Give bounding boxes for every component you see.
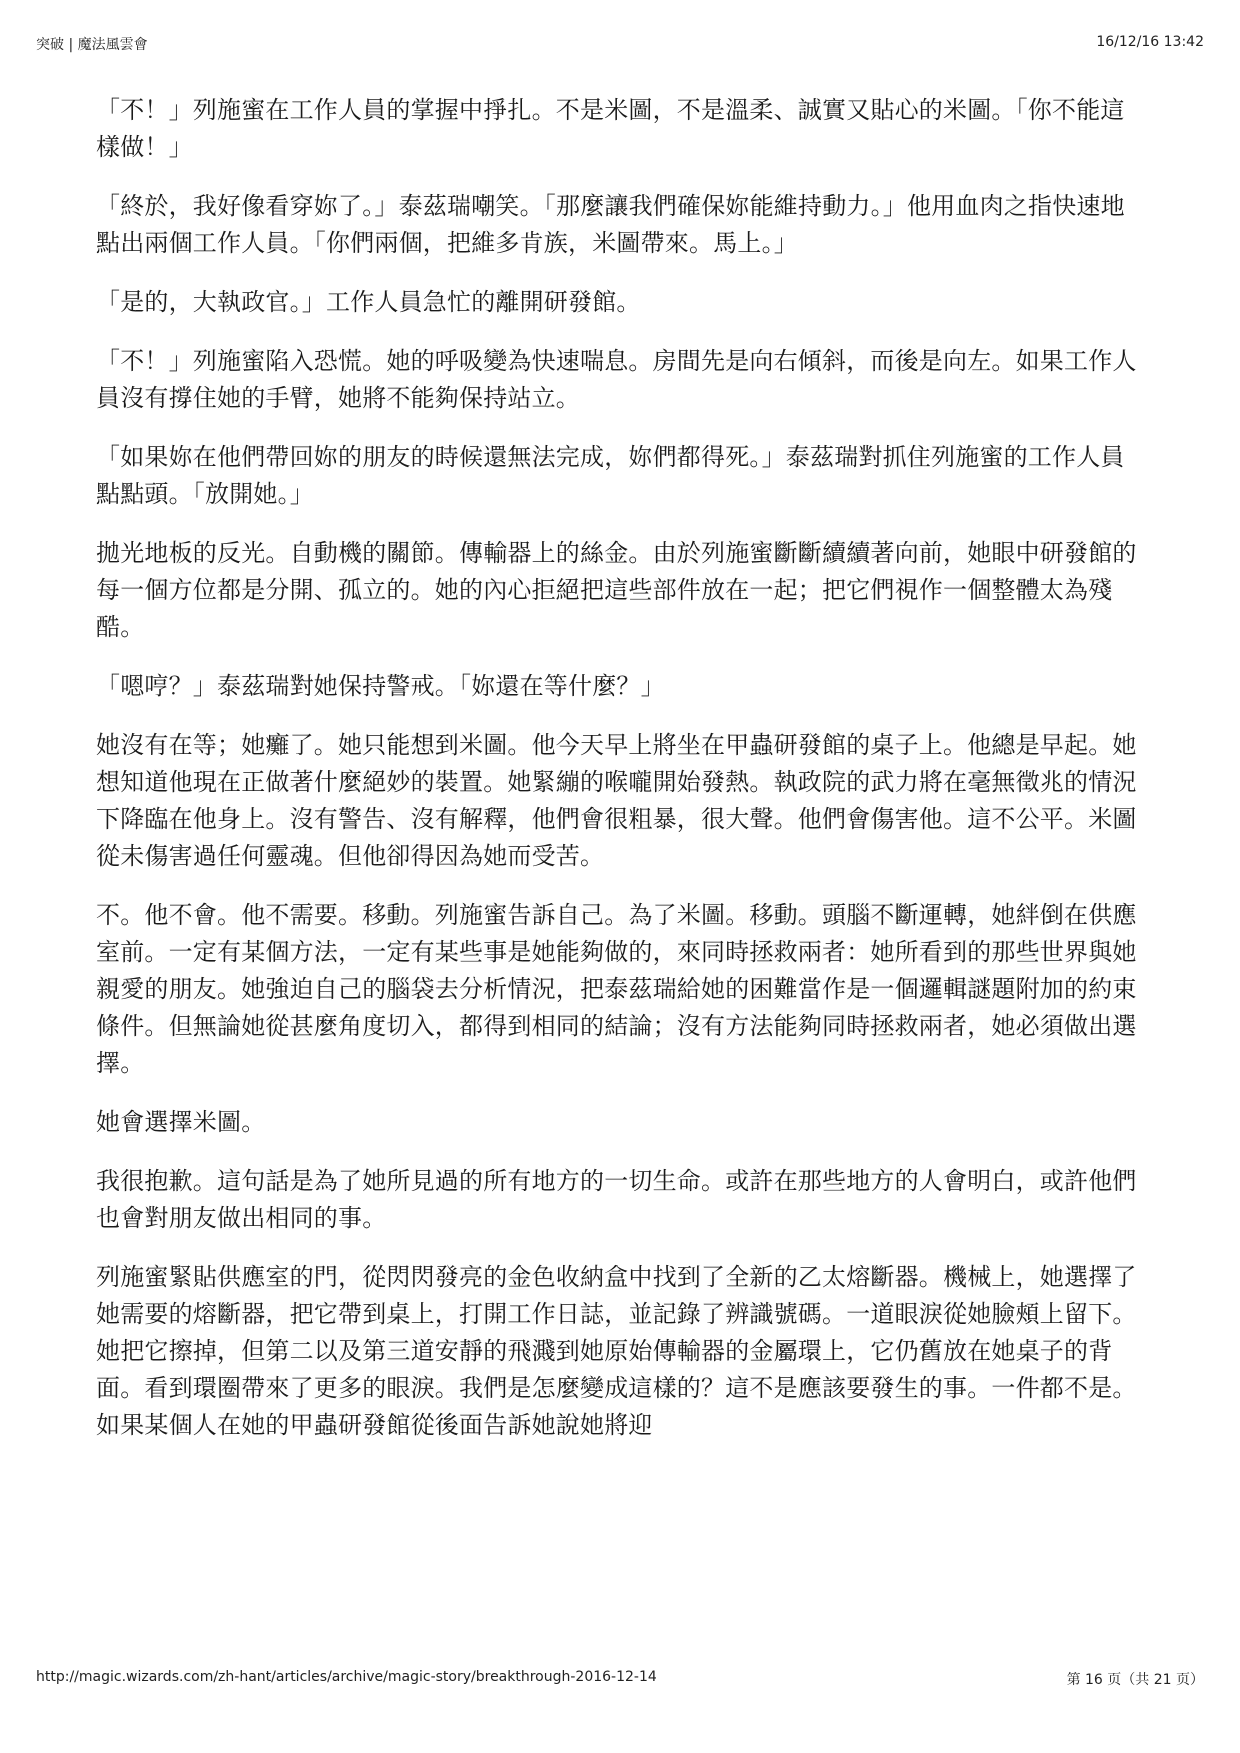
article-body	[96, 92, 1146, 1466]
paragraph: 她沒有在等；她癱了。她只能想到米圖。他今天早上將坐在甲蟲研發館的桌子上。他總是早起。她想知道他現在正做著什麼絕妙的裝置。她緊繃的喉嚨開始發熱。執政院的武力將在毫無徵兆的情況下降臨在他身上。沒有警告、沒有解釋，他們會很粗暴，很大聲。他們會傷害他。這不公平。米圖從未傷害過任何靈魂。但他卻得因為她而受苦。	[96, 731, 1137, 870]
source-url: http://magic.wizards.com/zh-hant/articles/archive/magic-story/breakthrough-2016-12-14	[36, 1669, 657, 1685]
paragraph: 「終於，我好像看穿妳了。」泰茲瑞嘲笑。「那麼讓我們確保妳能維持動力。」他用血肉之指快速地點出兩個工作人員。「你們兩個，把維多肯族，米圖帶來。馬上。」	[96, 192, 1125, 257]
paragraph: 「不！」列施蜜陷入恐慌。她的呼吸變為快速喘息。房間先是向右傾斜，而後是向左。如果工作人員沒有撐住她的手臂，她將不能夠保持站立。	[96, 347, 1137, 412]
paragraph: 不。他不會。他不需要。移動。列施蜜告訴自己。為了米圖。移動。頭腦不斷運轉，她絆倒在供應室前。一定有某個方法，一定有某些事是她能夠做的，來同時拯救兩者：她所看到的那些世界與她親愛的朋友。她強迫自己的腦袋去分析情況，把泰茲瑞給她的困難當作是一個邏輯謎題附加的約束條件。但無論她從甚麼角度切入，都得到相同的結論；沒有方法能夠同時拯救兩者，她必須做出選擇。	[96, 901, 1137, 1077]
paragraph: 她會選擇米圖。	[96, 1108, 266, 1136]
page-number: 第 16 页（共 21 页）	[1066, 1672, 1204, 1688]
paragraph: 「如果妳在他們帶回妳的朋友的時候還無法完成，妳們都得死。」泰茲瑞對抓住列施蜜的工作人員點點頭。「放開她。」	[96, 443, 1125, 508]
paragraph: 「不！」列施蜜在工作人員的掌握中掙扎。不是米圖，不是溫柔、誠實又貼心的米圖。「你不能這樣做！」	[96, 96, 1125, 161]
paragraph: 列施蜜緊貼供應室的門，從閃閃發亮的金色收納盒中找到了全新的乙太熔斷器。機械上，她選擇了她需要的熔斷器，把它帶到桌上，打開工作日誌，並記錄了辨識號碼。一道眼淚從她臉頰上留下。她把它擦掉，但第二以及第三道安靜的飛濺到她原始傳輸器的金屬環上，它仍舊放在她桌子的背面。看到環圈帶來了更多的眼淚。我們是怎麼變成這樣的？這不是應該要發生的事。一件都不是。如果某個人在她的甲蟲研發館從後面告訴她說她將迎	[96, 1263, 1137, 1439]
paragraph: 我很抱歉。這句話是為了她所見過的所有地方的一切生命。或許在那些地方的人會明白，或許他們也會對朋友做出相同的事。	[96, 1167, 1137, 1232]
print-footer	[36, 1669, 1204, 1689]
print-datetime: 16/12/16 13:42	[1096, 34, 1204, 50]
paragraph: 拋光地板的反光。自動機的關節。傳輸器上的絲金。由於列施蜜斷斷續續著向前，她眼中研發館的每一個方位都是分開、孤立的。她的內心拒絕把這些部件放在一起；把它們視作一個整體太為殘酷。	[96, 539, 1137, 641]
paragraph: 「嗯哼？」泰茲瑞對她保持警戒。「妳還在等什麼？」	[96, 672, 665, 700]
page-title: 突破 | 魔法風雲會	[36, 37, 148, 53]
print-header	[36, 34, 1204, 54]
paragraph: 「是的，大執政官。」工作人員急忙的離開研發館。	[96, 288, 641, 316]
